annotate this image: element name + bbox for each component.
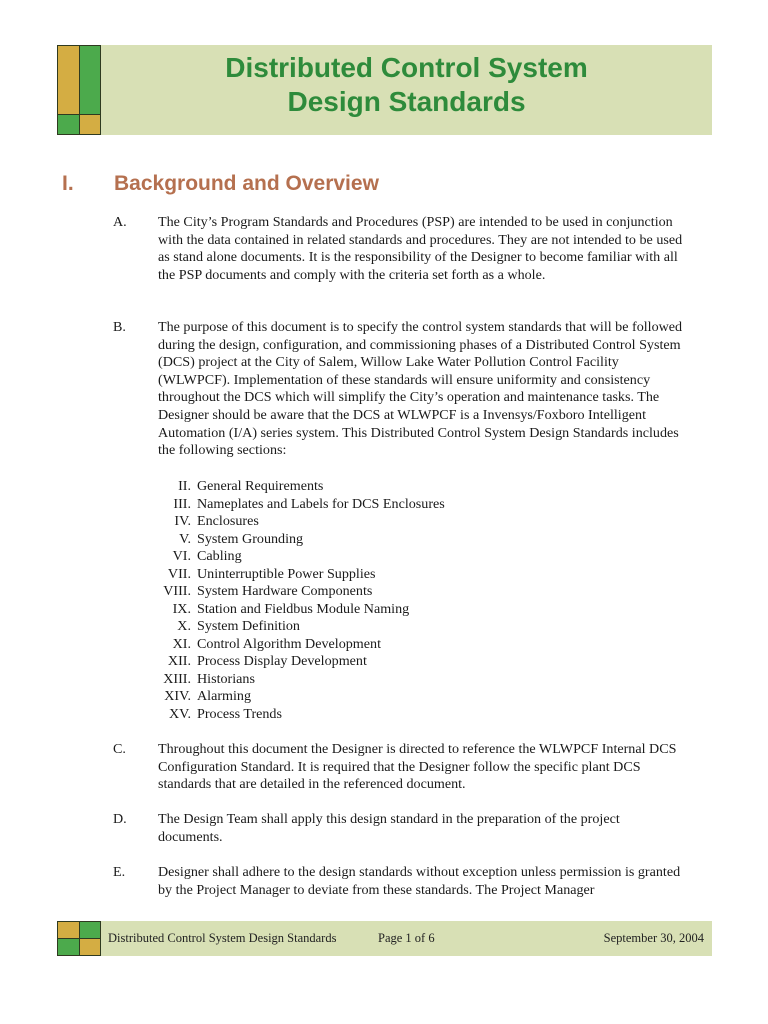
paragraph-d bbox=[113, 811, 683, 846]
list-item: XI. Control Algorithm Development bbox=[172, 635, 381, 652]
list-item: XIII. Historians bbox=[163, 670, 255, 687]
document-title bbox=[101, 51, 712, 119]
section-number: I. bbox=[62, 172, 74, 195]
list-item: IV. Enclosures bbox=[174, 513, 259, 529]
paragraph-b bbox=[113, 319, 683, 460]
paragraph-text: The purpose of this document is to specify the control system standards that will be followed during the design, configuration, and commissioning phases of a Distributed Control System (DCS) project at the City of Salem, Willow Lake Water Pollution Control Facility (WLWPCF). Implementation of these standards will ensure uniformity and consistency throughout the DCS which will simplify the City’s operation and maintenance tasks. The Designer should be aware that the DCS at WLWPCF is a Invensys/Foxboro Intelligent Automation (I/A) series system. This Distributed Control System Design Standards includes the following sections: bbox=[158, 319, 683, 459]
footer-logo-icon bbox=[57, 921, 101, 956]
list-item: V. System Grounding bbox=[179, 530, 304, 547]
list-item: VI. Cabling bbox=[172, 548, 242, 564]
list-item: VIII. System Hardware Components bbox=[163, 583, 373, 599]
paragraph-text: The City’s Program Standards and Procedures (PSP) are intended to be used in conjunction with the data contained in related standards and procedures. They are not intended to be used as stand alone documents. It is the responsibility of the Designer to become familiar with all the PSP documents and comply with the criteria set forth as a whole. bbox=[158, 214, 683, 283]
paragraph-label: E. bbox=[113, 864, 126, 880]
footer-date: September 30, 2004 bbox=[603, 931, 704, 945]
footer-logo-block bbox=[79, 938, 101, 956]
paragraph-a bbox=[113, 214, 683, 284]
list-item: X. System Definition bbox=[177, 618, 300, 634]
list-item: IX. Station and Fieldbus Module Naming bbox=[172, 600, 410, 617]
paragraph-e bbox=[113, 864, 683, 899]
paragraph-text: The Design Team shall apply this design standard in the preparation of the project documents. bbox=[158, 811, 620, 845]
logo-block-green-tall bbox=[79, 45, 101, 115]
logo-icon bbox=[57, 45, 101, 135]
list-item: XII. Process Display Development bbox=[167, 653, 367, 669]
footer-logo-block bbox=[79, 921, 101, 939]
logo-block-green-small bbox=[57, 114, 80, 135]
title-line-1: Distributed Control System bbox=[225, 52, 588, 83]
paragraph-label: D. bbox=[113, 811, 127, 827]
paragraph-label: B. bbox=[113, 319, 126, 335]
paragraph-label: C. bbox=[113, 741, 126, 757]
logo-block-gold-small bbox=[79, 114, 101, 135]
section-title: Background and Overview bbox=[114, 172, 379, 195]
footer-logo-block bbox=[57, 921, 80, 939]
paragraph-label: A. bbox=[113, 214, 127, 230]
footer-logo-block bbox=[57, 938, 80, 956]
title-line-2: Design Standards bbox=[287, 86, 526, 117]
list-item: III. Nameplates and Labels for DCS Enclosures bbox=[173, 495, 445, 512]
section-heading bbox=[62, 171, 379, 197]
paragraph-text: Designer shall adhere to the design standards without exception unless permission is granted by the Project Manager to deviate from these standards. The Project Manager bbox=[158, 864, 681, 898]
sections-list bbox=[150, 478, 550, 723]
logo-block-gold-tall bbox=[57, 45, 80, 115]
footer-page-number: Page 1 of 6 bbox=[378, 931, 435, 945]
list-item: XIV. Alarming bbox=[164, 688, 252, 704]
list-item: VII. Uninterruptible Power Supplies bbox=[167, 565, 376, 582]
paragraph-c bbox=[113, 741, 683, 794]
list-item: XV. Process Trends bbox=[168, 705, 282, 722]
list-item: II. General Requirements bbox=[178, 478, 324, 494]
paragraph-text: Throughout this document the Designer is directed to reference the WLWPCF Internal DCS Configuration Standard. It is required that the Designer follow the specific plant DCS standards that are detailed in the referenced document. bbox=[158, 741, 677, 793]
footer-doc-title: Distributed Control System Design Standards bbox=[108, 931, 337, 945]
